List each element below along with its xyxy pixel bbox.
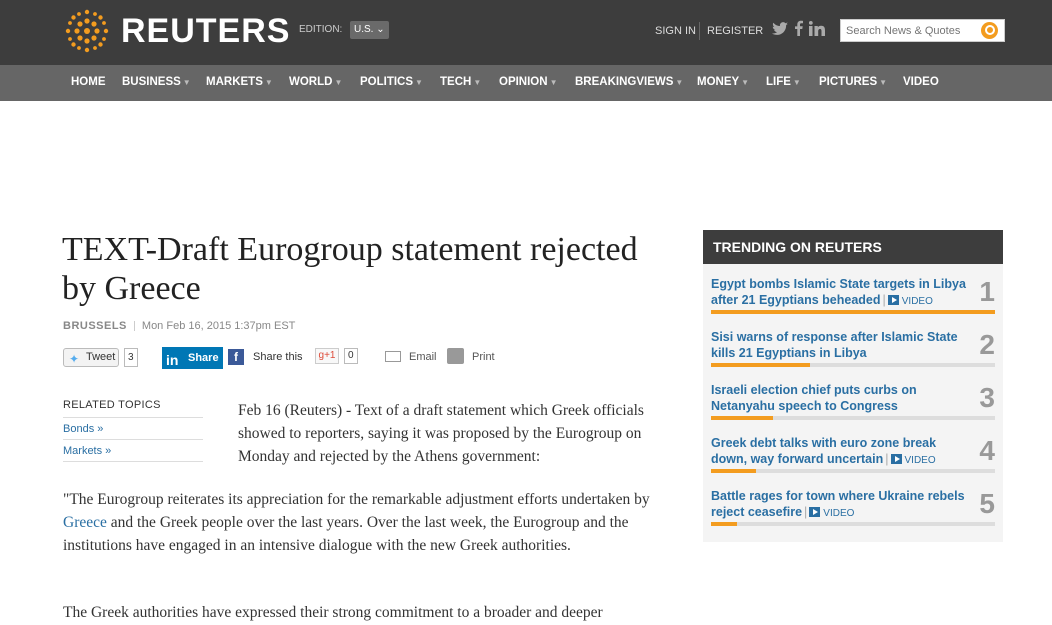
related-topics-title: RELATED TOPICS	[63, 399, 203, 418]
trending-rank: 1	[979, 276, 995, 307]
logo-wordmark[interactable]: REUTERS	[121, 12, 291, 50]
nav-home[interactable]: HOME	[71, 76, 106, 88]
chevron-down-icon: ▼	[792, 78, 801, 87]
nav-world[interactable]: WORLD ▼	[289, 76, 343, 88]
trending-headline-link[interactable]: Israeli election chief puts curbs on Netanyahu speech to Congress	[711, 383, 917, 413]
google-plus-button[interactable]: g+1	[315, 348, 339, 364]
dateline	[63, 320, 295, 332]
popularity-fill	[711, 310, 995, 314]
nav-breakingviews[interactable]: BREAKINGVIEWS ▼	[575, 76, 684, 88]
chevron-down-icon: ▼	[415, 78, 423, 87]
trending-item[interactable]	[711, 382, 995, 432]
nav-pictures[interactable]: PICTURES ▼	[819, 76, 888, 88]
search-input[interactable]	[841, 20, 971, 41]
gplus-count: 0	[344, 348, 358, 364]
nav-opinion[interactable]: OPINION ▼	[499, 76, 558, 88]
popularity-fill	[711, 522, 737, 526]
play-icon	[888, 295, 899, 305]
sign-in-link[interactable]: SIGN IN	[655, 25, 696, 37]
dateline-date: Mon Feb 16, 2015 1:37pm EST	[141, 320, 296, 332]
twitter-icon[interactable]	[772, 22, 788, 40]
tweet-count: 3	[124, 348, 138, 367]
article-paragraph: Feb 16 (Reuters) - Text of a draft statement which Greek officials showed to reporters, saying it was proposed by the Eurogroup on Monday and rejected by the Athens government:	[238, 402, 644, 465]
nav-life[interactable]: LIFE ▼	[766, 76, 801, 88]
chevron-down-icon: ▼	[334, 78, 343, 87]
popularity-fill	[711, 469, 756, 473]
facebook-share-icon[interactable]: f	[228, 349, 244, 365]
trending-title: TRENDING ON REUTERS	[703, 230, 1003, 264]
trending-headline-link[interactable]: Battle rages for town where Ukraine rebels reject ceasefire	[711, 489, 965, 519]
nav-money[interactable]: MONEY ▼	[697, 76, 750, 88]
email-link[interactable]: Email	[409, 351, 437, 363]
trending-headline-link[interactable]: Greek debt talks with euro zone break down, way forward uncertain	[711, 436, 937, 466]
trending-rank: 4	[979, 435, 995, 466]
edition-label: EDITION:	[299, 24, 343, 35]
edition-select[interactable]: U.S. ⌄	[350, 21, 389, 39]
main-nav	[0, 65, 1052, 101]
play-icon	[809, 507, 820, 517]
header-divider	[699, 22, 700, 40]
chevron-down-icon: ▼	[741, 78, 750, 87]
trending-item[interactable]	[711, 329, 995, 379]
register-link[interactable]: REGISTER	[707, 25, 764, 37]
search-box	[840, 19, 1005, 42]
nav-markets[interactable]: MARKETS ▼	[206, 76, 273, 88]
linkedin-icon[interactable]	[809, 21, 825, 40]
chevron-down-icon: ▼	[675, 78, 684, 87]
article-paragraph: The Greek authorities have expressed their strong commitment to a broader and deeper	[63, 604, 603, 621]
tweet-button[interactable]: ✦ Tweet	[63, 348, 119, 367]
trending-item[interactable]: Battle rages for town where Ukraine rebels reject ceasefire | VIDEO 5	[711, 488, 995, 538]
print-link[interactable]: Print	[472, 351, 495, 363]
envelope-icon[interactable]	[385, 351, 401, 362]
popularity-bar	[711, 363, 995, 367]
share-toolbar	[63, 347, 663, 369]
twitter-bird-icon: ✦	[69, 352, 80, 366]
play-icon	[891, 454, 902, 464]
reuters-logo-icon[interactable]	[63, 7, 111, 55]
related-topic-link[interactable]: Bonds »	[63, 418, 203, 440]
greece-topic-link[interactable]: Greece	[63, 514, 107, 531]
video-tag[interactable]: VIDEO	[823, 508, 855, 519]
nav-business[interactable]: BUSINESS ▼	[122, 76, 191, 88]
printer-icon[interactable]	[447, 348, 464, 364]
popularity-fill	[711, 416, 773, 420]
article-paragraph: "The Eurogroup reiterates its appreciation for the remarkable adjustment efforts undertaken by Greece and the Greek people over the last years. Over the last week, the Eurogroup and the institutions have engaged in an intensive dialogue with the new Greek authorities.	[63, 491, 650, 554]
video-tag[interactable]: VIDEO	[904, 455, 936, 466]
chevron-down-icon: ▼	[549, 78, 558, 87]
chevron-down-icon: ▼	[879, 78, 888, 87]
trending-headline-link[interactable]: Egypt bombs Islamic State targets in Libya after 21 Egyptians beheaded	[711, 277, 966, 307]
trending-headline-link[interactable]: Sisi warns of response after Islamic State kills 21 Egyptians in Libya	[711, 330, 958, 360]
trending-item[interactable]: Egypt bombs Islamic State targets in Libya after 21 Egyptians beheaded | VIDEO 1	[711, 276, 995, 326]
dateline-divider	[134, 321, 135, 331]
popularity-bar	[711, 469, 995, 473]
popularity-bar	[711, 310, 995, 314]
top-header	[0, 0, 1052, 65]
trending-rank: 2	[979, 329, 995, 360]
video-tag[interactable]: VIDEO	[901, 296, 933, 307]
linkedin-icon: in	[166, 352, 179, 368]
popularity-fill	[711, 363, 810, 367]
chevron-down-icon: ▼	[264, 78, 273, 87]
dateline-city: BRUSSELS	[63, 320, 127, 332]
nav-politics[interactable]: POLITICS ▼	[360, 76, 423, 88]
trending-item[interactable]: Greek debt talks with euro zone break down, way forward uncertain | VIDEO 4	[711, 435, 995, 485]
related-topic-link[interactable]: Markets »	[63, 440, 203, 462]
nav-video[interactable]: VIDEO	[903, 76, 939, 88]
facebook-icon[interactable]	[794, 20, 803, 40]
trending-rank: 5	[979, 488, 995, 519]
trending-rank: 3	[979, 382, 995, 413]
chevron-down-icon: ▼	[182, 78, 191, 87]
share-this-link[interactable]: Share this	[253, 351, 303, 363]
chevron-down-icon: ▼	[473, 78, 482, 87]
related-topics	[63, 399, 203, 462]
linkedin-share-button[interactable]: in Share	[162, 347, 223, 369]
article-headline: TEXT-Draft Eurogroup statement rejected by Greece	[62, 231, 638, 307]
popularity-bar	[711, 416, 995, 420]
trending-panel	[703, 230, 1003, 542]
popularity-bar	[711, 522, 995, 526]
nav-tech[interactable]: TECH ▼	[440, 76, 482, 88]
search-icon[interactable]	[981, 22, 998, 39]
